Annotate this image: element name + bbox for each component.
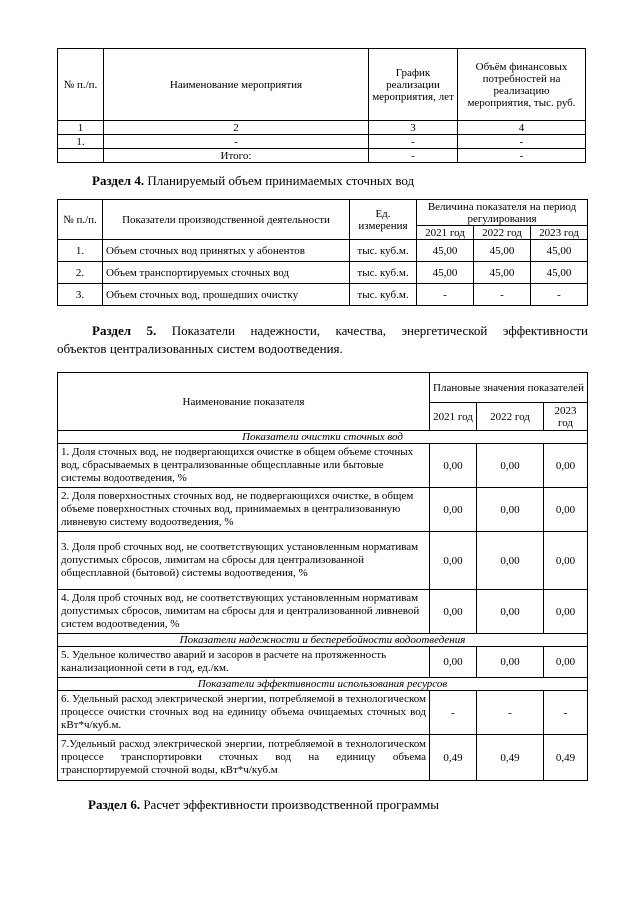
year-header: 2022 год: [473, 226, 530, 240]
group-heading: Показатели эффективности использования ресурсов: [58, 678, 588, 691]
table-row: 5. Удельное количество аварий и засоров в расчете на протяженность канализационной сети в год, ед./км. 0,00 0,00 0,00: [58, 647, 588, 678]
col-finance-header: Объём финансовых потребностей на реализацию мероприятия, тыс. руб.: [458, 49, 586, 121]
index-cell: 3: [369, 121, 458, 135]
col-num-header: № п./п.: [58, 200, 103, 240]
indicators-table: [57, 372, 588, 781]
col-planned-header: Плановые значения показателей: [430, 373, 588, 403]
section-5-heading: Раздел 5. Показатели надежности, качества, энергетической эффективности объектов централизованных систем водоотведения.: [57, 323, 588, 356]
col-name-header: Наименование мероприятия: [104, 49, 369, 121]
year-header: 2021 год: [417, 226, 474, 240]
measures-table: [57, 48, 586, 163]
table-row: 3. Объем сточных вод, прошедших очистку тыс. куб.м. - - -: [58, 284, 588, 306]
year-header: 2022 год: [477, 403, 544, 431]
year-header: 2023 год: [544, 403, 588, 431]
table-row: 6. Удельный расход электрической энергии, потребляемой в технологическом процессе очистки сточных вод на единицу объема очищаемых сточных вод кВт*ч/куб.м. - - -: [58, 691, 588, 735]
table-row: 2. Доля поверхностных сточных вод, не подвергающихся очистке, в общем объеме поверхностных сточных вод, принимаемых в централизованную ливневую систему водоотведения, % 0,00 0,00 0,00: [58, 488, 588, 532]
section-4-heading: Раздел 4. Планируемый объем принимаемых сточных вод: [92, 173, 415, 188]
table-row: 1. Объем сточных вод принятых у абонентов тыс. куб.м. 45,00 45,00 45,00: [58, 240, 588, 262]
section-6-heading: Раздел 6. Расчет эффективности производственной программы: [88, 797, 439, 812]
total-row: Итого: - -: [58, 149, 586, 163]
total-label: Итого:: [104, 149, 369, 163]
table-row: 3. Доля проб сточных вод, не соответствующих установленным нормативам допустимых сбросов, лимитам на сбросы для централизованной общесплавной (бытовой) системы водоотведения, % 0,00 0,00 0,00: [58, 532, 588, 590]
index-cell: 2: [104, 121, 369, 135]
table-row: 1. - - -: [58, 135, 586, 149]
table-row: 4. Доля проб сточных вод, не соответствующих установленным нормативам допустимых сбросов, лимитам на сбросы для и централизованной ливневой систем водоотведения, % 0,00 0,00 0,00: [58, 590, 588, 634]
col-schedule-header: График реализации мероприятия, лет: [369, 49, 458, 121]
index-cell: 4: [458, 121, 586, 135]
index-cell: 1: [58, 121, 104, 135]
col-name-header: Наименование показателя: [58, 373, 430, 431]
year-header: 2023 год: [530, 226, 587, 240]
col-period-header: Величина показателя на период регулирования: [417, 200, 588, 226]
col-num-header: № п./п.: [58, 49, 104, 121]
wastewater-volume-table: [57, 199, 588, 306]
year-header: 2021 год: [430, 403, 477, 431]
col-unit-header: Ед. измерения: [350, 200, 417, 240]
group-heading: Показатели очистки сточных вод: [58, 431, 588, 444]
table-row: 7.Удельный расход электрической энергии, потребляемой в технологическом процессе транспортировки сточных вод на единицу объема транспортируемой сточной воды, кВт*ч/куб.м 0,49 0,49 0,49: [58, 735, 588, 781]
col-indicator-header: Показатели производственной деятельности: [103, 200, 350, 240]
table-row: 1. Доля сточных вод, не подвергающихся очистке в общем объеме сточных вод, сбрасываемых в централизованные общесплавные или бытовые системы водоотведения, % 0,00 0,00 0,00: [58, 444, 588, 488]
table-row: 2. Объем транспортируемых сточных вод тыс. куб.м. 45,00 45,00 45,00: [58, 262, 588, 284]
group-heading: Показатели надежности и бесперебойности водоотведения: [58, 634, 588, 647]
